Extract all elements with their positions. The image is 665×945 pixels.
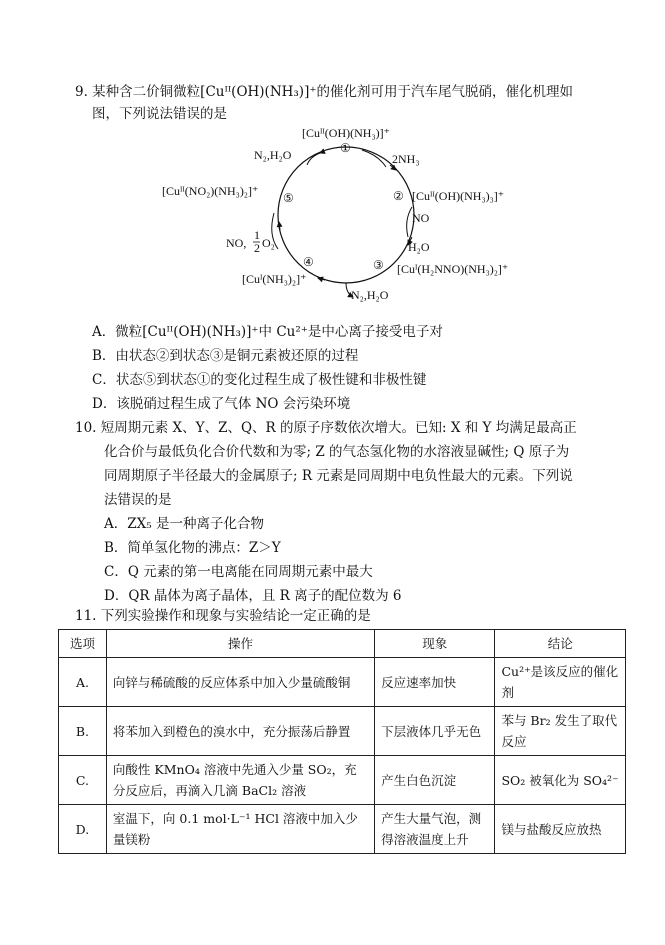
table-row [59,658,626,707]
state-3-marker: ③ [373,258,384,272]
reagent-no-o2-frac-top: 1 [254,228,260,242]
q10-option-d: D．QR 晶体为离子晶体，且 R 离子的配位数为 6 [104,588,402,604]
product-n2-h2o-top: N₂,H₂O [254,148,292,162]
q9-stem-line1: 9. 某种含二价铜微粒[Cuᴵᴵ(OH)(NH₃)]⁺的催化剂可用于汽车尾气脱硝，催化机理如 [75,84,573,100]
row-d-conclusion: 镁与盐酸反应放热 [495,805,626,854]
q11-stem: 11. 下列实验操作和现象与实验结论一定正确的是 [75,608,371,624]
row-c-phenomenon: 产生白色沉淀 [375,756,495,805]
state-2-label: [Cuᴵᴵ(OH)(NH₃)₃]⁺ [412,189,505,203]
header-conclusion: 结论 [495,630,626,658]
row-b-conclusion: 苯与 Br₂ 发生了取代反应 [495,707,626,756]
state-2-marker: ② [393,189,404,203]
table-header-row [59,630,626,658]
row-b-operation: 将苯加入到橙色的溴水中，充分振荡后静置 [106,707,374,756]
state-5-label: [Cuᴵᴵ(NO₂)(NH₃)₂]⁺ [162,184,259,198]
header-phenomenon: 现象 [375,630,495,658]
q9-option-b: B．由状态②到状态③是铜元素被还原的过程 [92,348,359,364]
row-d-option: D. [59,805,107,854]
product-n2-h2o-bottom: N₂,H₂O [351,288,389,302]
reagent-no-o2-frac-bottom: 2 [254,241,260,255]
reagent-no: NO [412,211,430,225]
q10-option-b: B．简单氢化物的沸点：Z＞Y [104,540,281,556]
reagent-no-o2-a: NO, [226,236,247,250]
state-3-label: [Cuᴵ(H₂NNO)(NH₃)₂]⁺ [397,262,509,276]
product-h2o: H₂O [408,240,430,254]
row-a-operation: 向锌与稀硫酸的反应体系中加入少量硫酸铜 [106,658,374,707]
table-row [59,707,626,756]
q9-option-c: C．状态⑤到状态①的变化过程生成了极性键和非极性键 [92,372,427,388]
table-row [59,756,626,805]
q9-stem-line2: 图，下列说法错误的是 [92,106,227,122]
table-row [59,805,626,854]
state-1-marker: ① [340,141,351,155]
q10-stem-line2: 化合价与最低负化合价代数和为零; Z 的气态氢化物的水溶液显碱性; Q 原子为 [104,444,570,460]
catalytic-cycle-diagram [150,125,550,305]
state-5-marker: ⑤ [283,191,294,205]
row-b-option: B. [59,707,107,756]
q9-option-a: A．微粒[Cuᴵᴵ(OH)(NH₃)]⁺中 Cu²⁺是中心离子接受电子对 [92,324,443,340]
q9-option-d: D．该脱硝过程生成了气体 NO 会污染环境 [92,396,351,412]
row-b-phenomenon: 下层液体几乎无色 [375,707,495,756]
row-c-option: C. [59,756,107,805]
q10-stem-line1: 10. 短周期元素 X、Y、Z、Q、R 的原子序数依次增大。已知: X 和 Y 均满足最高正 [75,420,577,436]
state-4-label: [Cuᴵ(NH₃)₂]⁺ [242,272,307,286]
row-c-operation: 向酸性 KMnO₄ 溶液中先通入少量 SO₂，充分反应后，再滴入几滴 BaCl₂ 溶液 [106,756,374,805]
row-a-conclusion: Cu²⁺是该反应的催化剂 [495,658,626,707]
header-operation: 操作 [106,630,374,658]
q10-option-c: C．Q 元素的第一电离能在同周期元素中最大 [104,564,373,580]
row-d-operation: 室温下，向 0.1 mol·L⁻¹ HCl 溶液中加入少量镁粉 [106,805,374,854]
q10-option-a: A．ZX₅ 是一种离子化合物 [104,516,264,532]
reagent-2nh3: 2NH₃ [392,152,420,166]
row-a-option: A. [59,658,107,707]
state-1-label: [Cuᴵᴵ(OH)(NH₃)]⁺ [302,126,390,140]
q10-stem-line3: 同周期原子半径最大的金属原子; R 元素是同周期中电负性最大的元素。下列说 [104,468,573,484]
row-c-conclusion: SO₂ 被氧化为 SO₄²⁻ [495,756,626,805]
state-4-marker: ④ [303,255,314,269]
row-d-phenomenon: 产生大量气泡，测得溶液温度上升 [375,805,495,854]
experiment-table [58,629,626,854]
row-a-phenomenon: 反应速率加快 [375,658,495,707]
q10-stem-line4: 法错误的是 [104,492,172,508]
reagent-no-o2-b: O₂ [262,236,275,250]
header-option: 选项 [59,630,107,658]
